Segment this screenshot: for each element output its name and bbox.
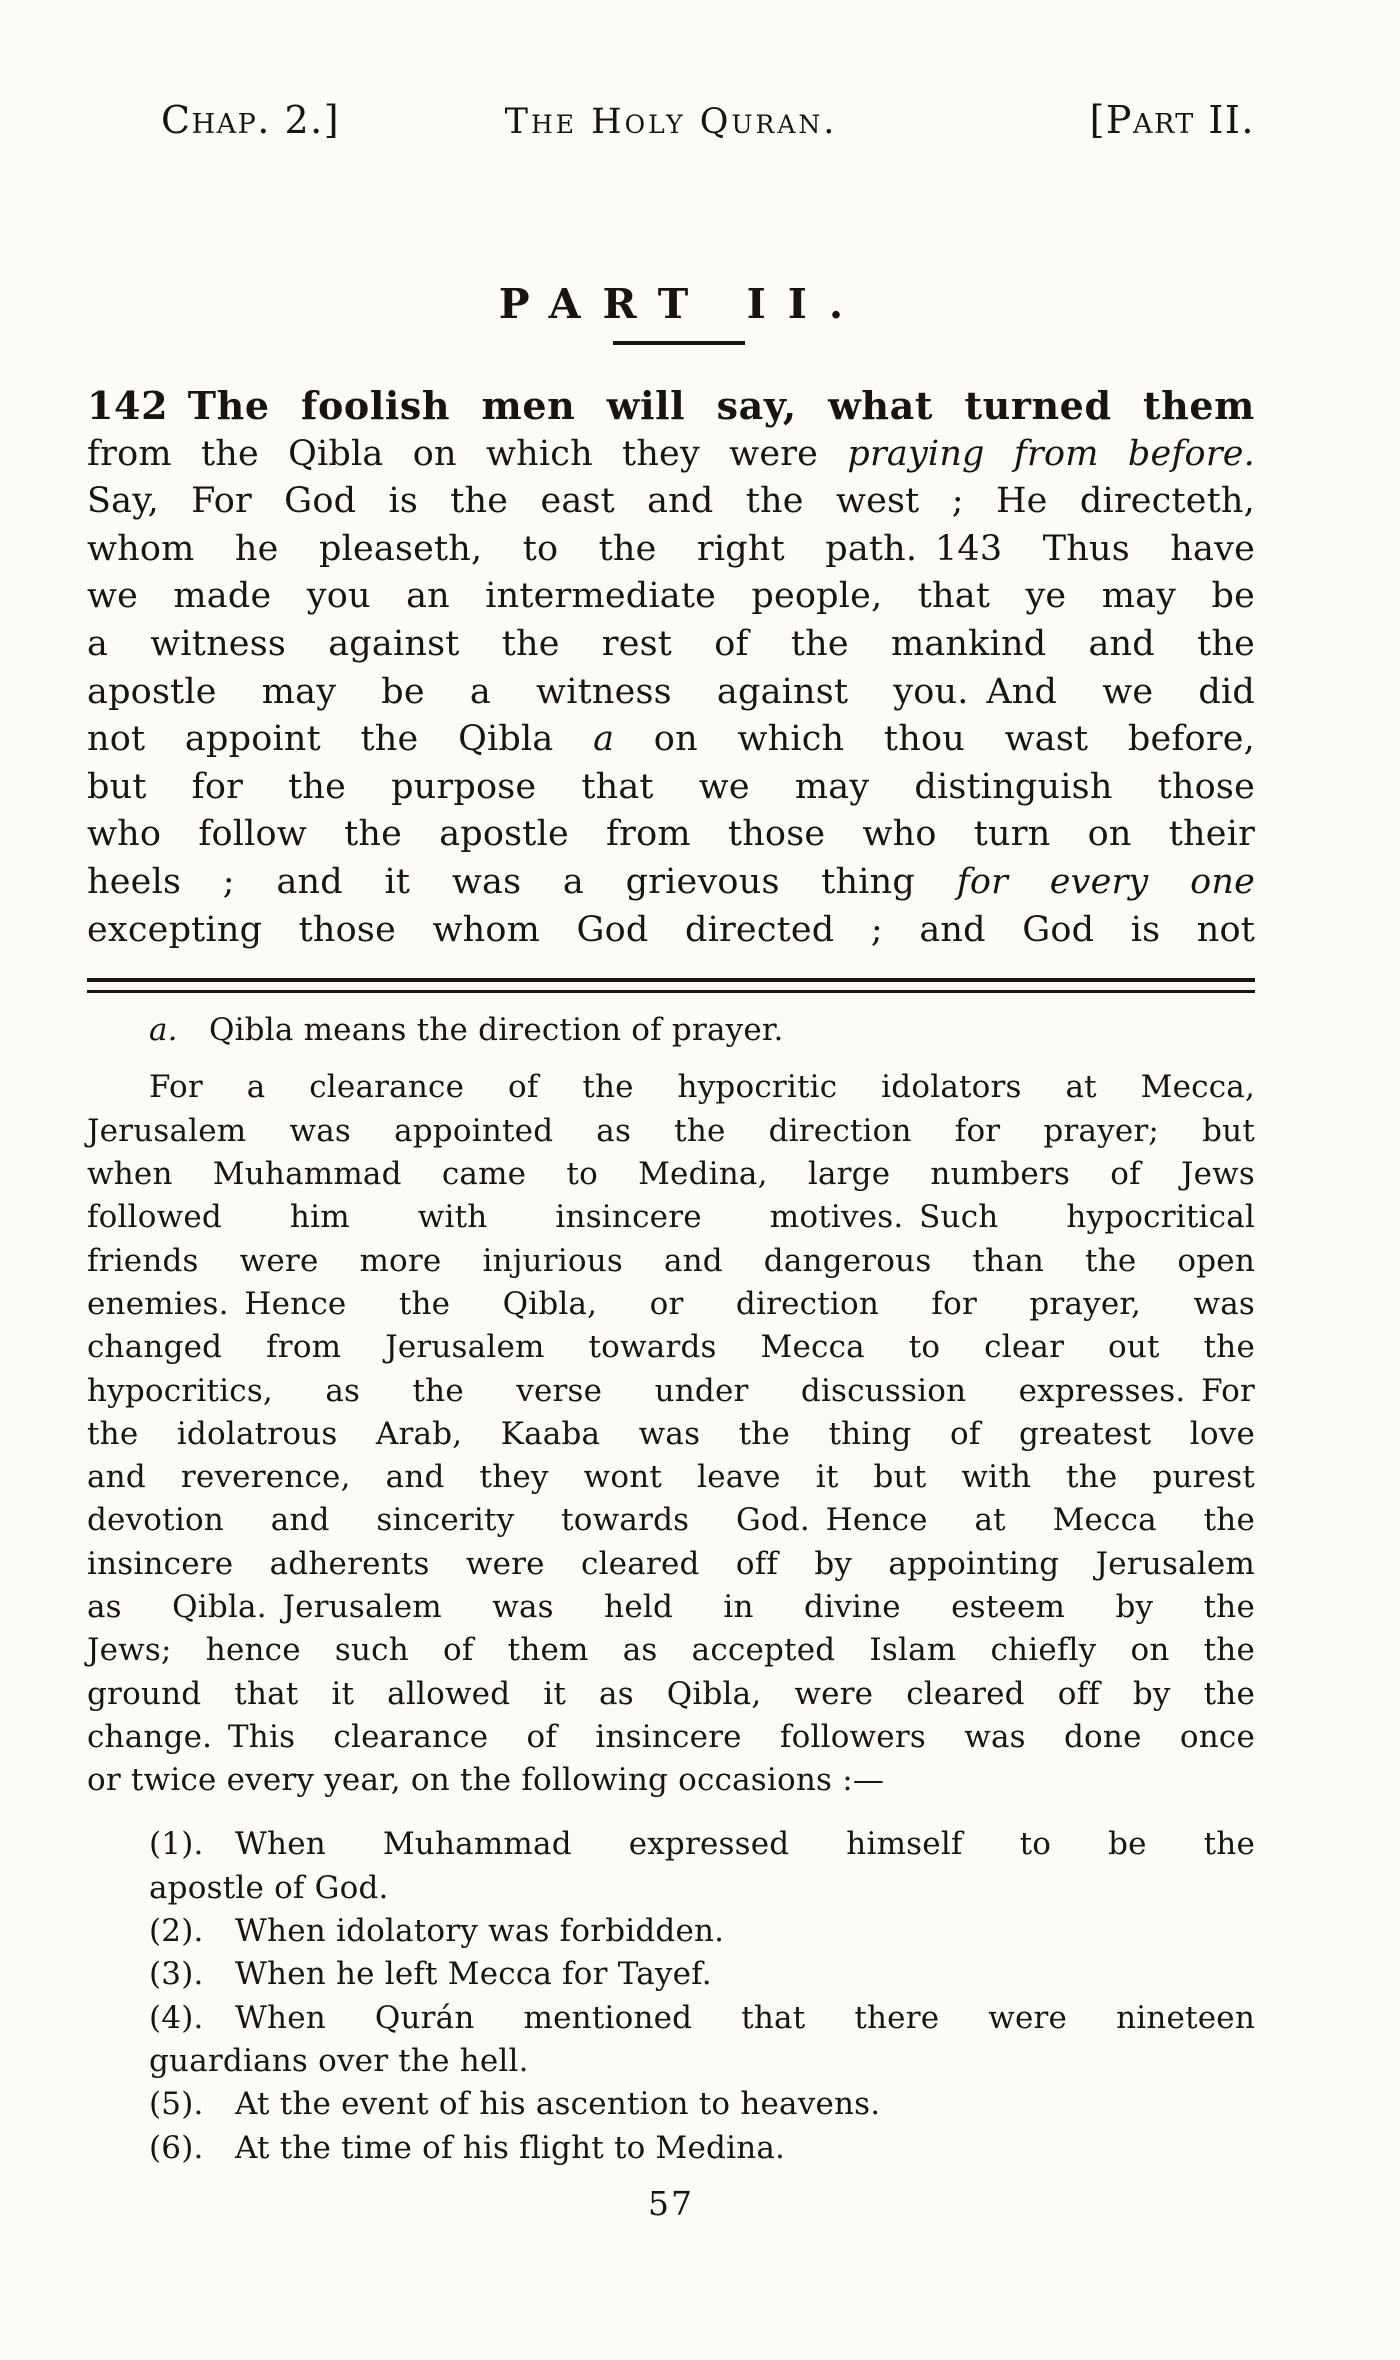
- text-line: guardians over the hell.: [149, 2042, 529, 2079]
- text-line: who follow the apostle from those who turn on their: [87, 814, 1255, 855]
- text-line: changed from Jerusalem towards Mecca to clear out the: [87, 1329, 1255, 1366]
- footnote-commentary: [87, 1066, 1255, 1802]
- text-line: not appoint the Qibla a on which thou wast before,: [87, 719, 1255, 760]
- text-line: devotion and sincerity towards God. Hence at Mecca the: [87, 1502, 1255, 1539]
- text-line: a witness against the rest of the mankind and the: [87, 623, 1255, 664]
- text-line: ground that it allowed it as Qibla, were cleared off by the: [87, 1675, 1255, 1712]
- text-line: we made you an intermediate people, that ye may be: [87, 576, 1255, 617]
- footnote-definition: [149, 1009, 1255, 1052]
- running-head: [87, 0, 1255, 148]
- page-number: 57: [648, 2183, 694, 2223]
- text-line: (6). At the time of his flight to Medina.: [149, 2129, 786, 2166]
- text-line: Say, For God is the east and the west ; He directeth,: [87, 481, 1255, 522]
- text-line: the idolatrous Arab, Kaaba was the thing of greatest love: [87, 1415, 1255, 1452]
- text-line: Jerusalem was appointed as the direction for prayer; but: [87, 1112, 1255, 1149]
- running-head-book-title: The Holy Quran.: [504, 102, 838, 142]
- text-line: as Qibla. Jerusalem was held in divine esteem by the: [87, 1588, 1255, 1625]
- text-line: insincere adherents were cleared off by appointing Jerusalem: [87, 1545, 1255, 1582]
- text-line: friends were more injurious and dangerous than the open: [87, 1242, 1255, 1279]
- text-line: Jews; hence such of them as accepted Islam chiefly on the: [87, 1632, 1255, 1669]
- text-line: and reverence, and they wont leave it but with the purest: [87, 1459, 1255, 1496]
- part-title: PART II.: [498, 280, 866, 328]
- text-line: apostle may be a witness against you. And we did: [87, 671, 1255, 712]
- text-line: 142 The foolish men will say, what turned them: [87, 383, 1255, 428]
- text-line: enemies. Hence the Qibla, or direction for prayer, was: [87, 1285, 1255, 1322]
- text-line: (4). When Qurán mentioned that there were nineteen: [149, 1999, 1255, 2036]
- text-line: followed him with insincere motives. Such hypocritical: [87, 1199, 1255, 1236]
- text-line: hypocritics, as the verse under discussion expresses. For: [87, 1372, 1255, 1409]
- footnote-occasions-list: [149, 1823, 1255, 2169]
- title-rule: [613, 341, 745, 345]
- text-line: from the Qibla on which they were praying from before.: [87, 433, 1255, 474]
- text-line: (5). At the event of his ascention to heavens.: [149, 2086, 881, 2123]
- running-head-chapter: Chap. 2.]: [161, 98, 341, 142]
- text-line: when Muhammad came to Medina, large numbers of Jews: [87, 1156, 1255, 1193]
- text-line: change. This clearance of insincere followers was done once: [87, 1718, 1255, 1755]
- text-line: whom he pleaseth, to the right path. 143 Thus have: [87, 528, 1255, 569]
- text-line: heels ; and it was a grievous thing for every one: [87, 861, 1255, 902]
- text-line: excepting those whom God directed ; and God is not: [87, 909, 1255, 950]
- running-head-part: [Part II.: [1089, 98, 1255, 142]
- footnote-divider-rule: [87, 978, 1255, 993]
- text-line: For a clearance of the hypocritic idolators at Mecca,: [149, 1069, 1255, 1106]
- text-column: [87, 0, 1255, 2223]
- text-line: apostle of God.: [149, 1869, 389, 1906]
- text-line: or twice every year, on the following occasions :—: [87, 1762, 885, 1799]
- text-line: (1). When Muhammad expressed himself to be the: [149, 1826, 1255, 1863]
- verse-paragraph: [87, 382, 1255, 954]
- text-line: but for the purpose that we may distinguish those: [87, 766, 1255, 807]
- text-line: a. Qibla means the direction of prayer.: [149, 1012, 784, 1049]
- text-line: (2). When idolatory was forbidden.: [149, 1913, 725, 1950]
- text-line: (3). When he left Mecca for Tayef.: [149, 1956, 712, 1993]
